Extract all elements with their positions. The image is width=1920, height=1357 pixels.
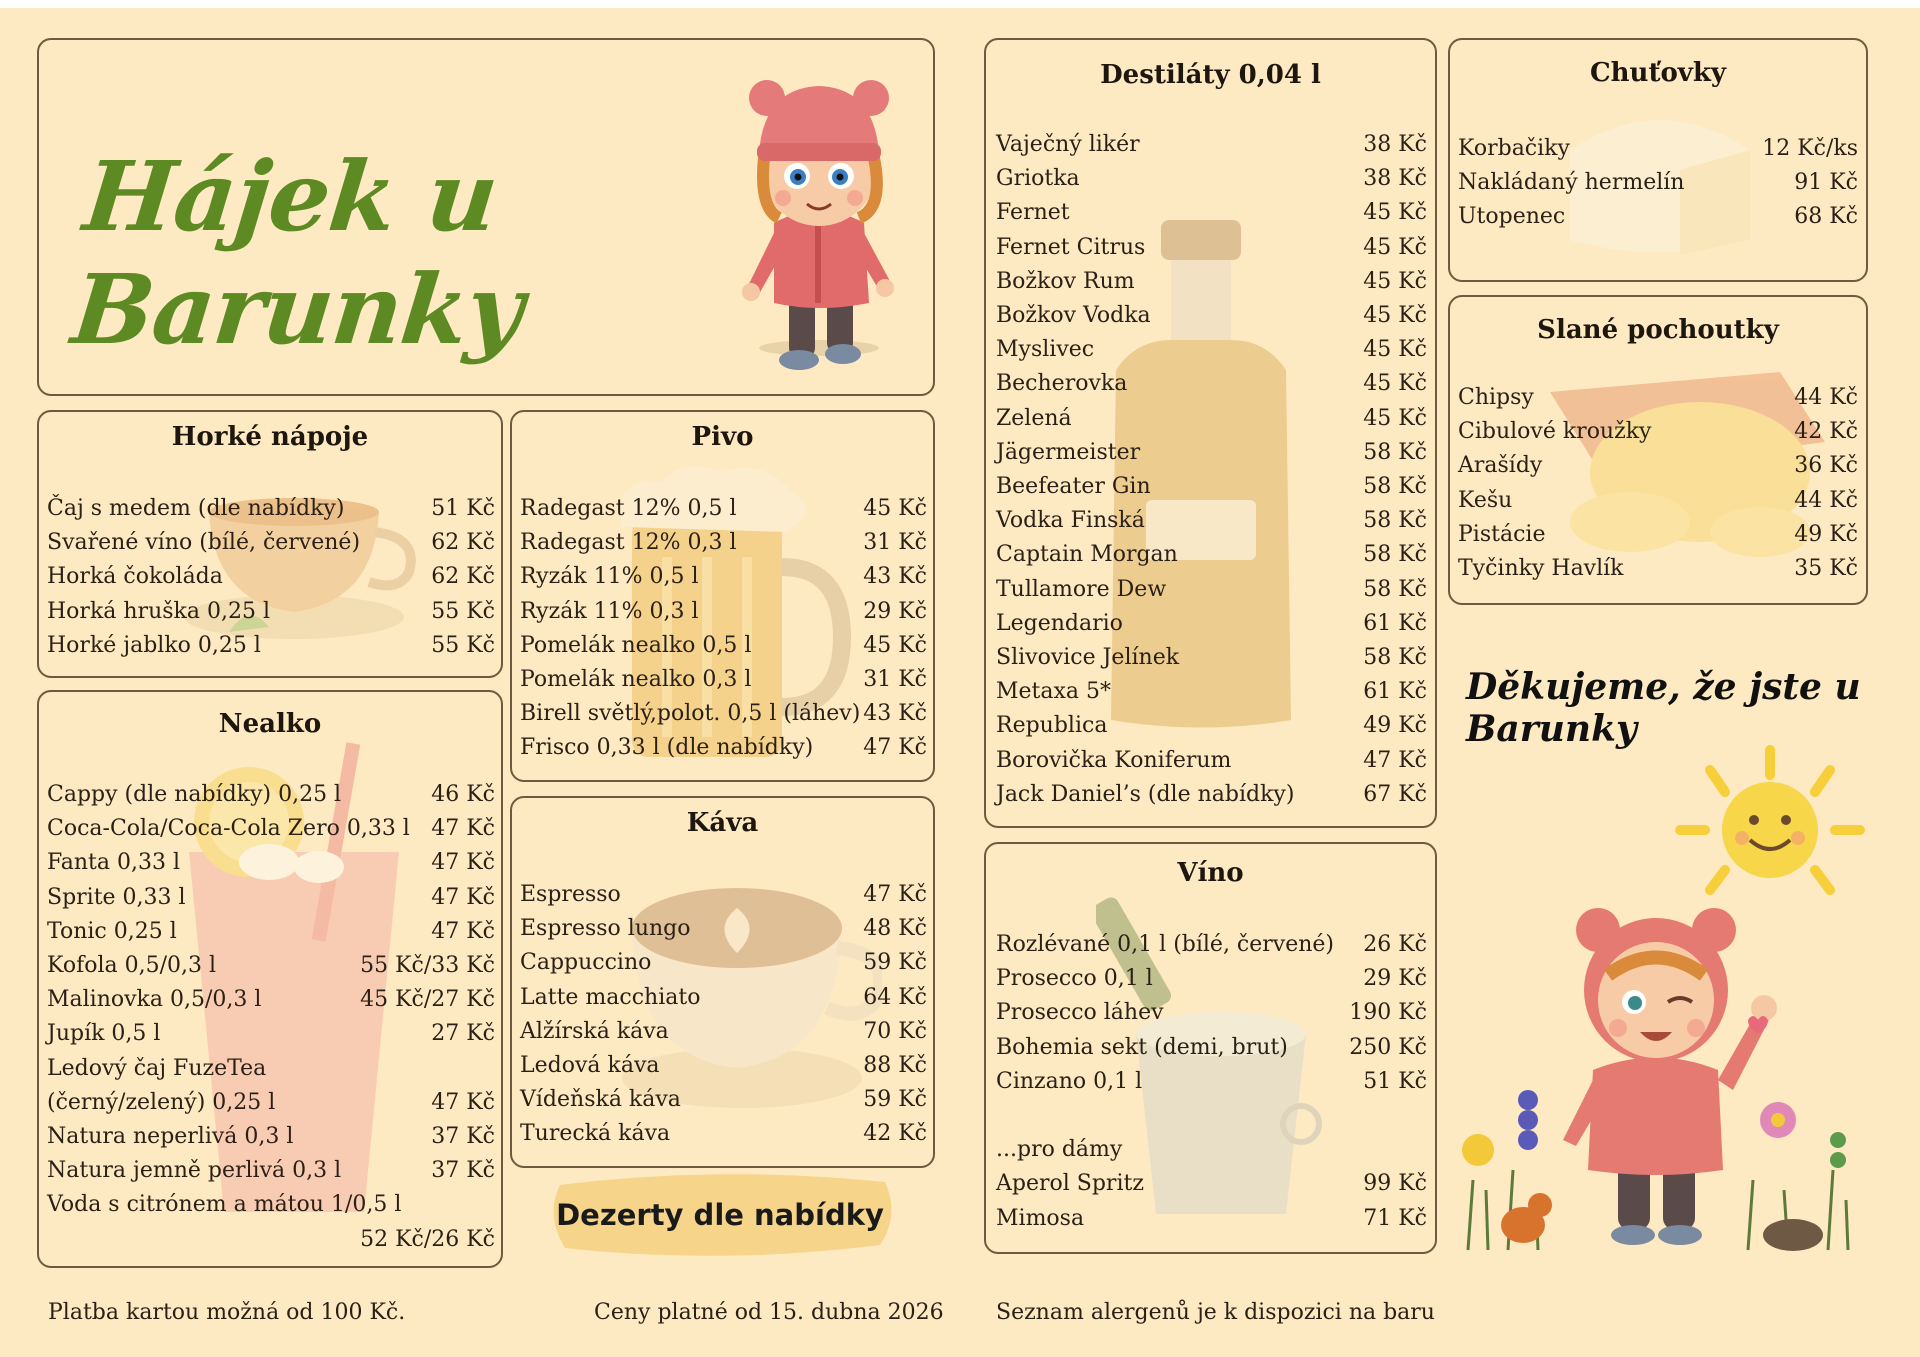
menu-item: 52 Kč/26 Kč (360, 1226, 495, 1252)
menu-item: Cappy (dle nabídky) 0,25 l 46 Kč (47, 782, 495, 807)
horke-list (47, 492, 495, 663)
thanks-message: Děkujeme, že jste u Barunky (1466, 666, 1861, 750)
kava-list (520, 878, 927, 1152)
menu-item: Horké jablko 0,25 l 55 Kč (47, 632, 495, 658)
menu-item: Myslivec 45 Kč (996, 337, 1427, 363)
footer-prices-valid: Ceny platné od 15. dubna 2026 (594, 1300, 944, 1325)
menu-item: (černý/zelený) 0,25 l 47 Kč (47, 1089, 495, 1115)
menu-item: Radegast 12% 0,5 l 45 Kč (520, 496, 927, 521)
dezerty-banner (540, 1160, 900, 1268)
menu-item: Horká hruška 0,25 l 55 Kč (47, 598, 495, 624)
menu-item: ...pro dámy (996, 1137, 1123, 1163)
menu-item: Captain Morgan 58 Kč (996, 542, 1427, 568)
menu-item: Espresso 47 Kč (520, 882, 927, 907)
section-title: Pivo (691, 422, 754, 452)
menu-item: Cibulové kroužky 42 Kč (1458, 419, 1858, 445)
menu-item: Tyčinky Havlík 35 Kč (1458, 556, 1858, 582)
section-chutovky (1448, 38, 1868, 282)
menu-item: Frisco 0,33 l (dle nabídky) 47 Kč (520, 735, 927, 761)
menu-item: Prosecco 0,1 l 29 Kč (996, 966, 1427, 992)
section-title: Víno (1177, 858, 1244, 888)
chutovky-list (1458, 132, 1858, 235)
menu-item: Sprite 0,33 l 47 Kč (47, 884, 495, 910)
section-kava (510, 796, 935, 1168)
menu-item: Prosecco láhev 190 Kč (996, 1000, 1427, 1026)
section-title: Káva (686, 808, 759, 838)
menu-item: Republica 49 Kč (996, 713, 1427, 739)
menu-item: Pomelák nealko 0,5 l 45 Kč (520, 632, 927, 658)
menu-item: Tullamore Dew 58 Kč (996, 576, 1427, 602)
dezerty-label: Dezerty dle nabídky (556, 1198, 884, 1232)
menu-item: Mimosa 71 Kč (996, 1205, 1427, 1231)
menu-item: Voda s citrónem a mátou 1/0,5 l (47, 1192, 402, 1218)
nealko-list (47, 778, 495, 1257)
footer-card-payment: Platba kartou možná od 100 Kč. (48, 1300, 406, 1325)
menu-item: Griotka 38 Kč (996, 166, 1427, 192)
pivo-list (520, 492, 927, 766)
menu-item: Malinovka 0,5/0,3 l 45 Kč/27 Kč (47, 987, 495, 1013)
menu-item: Cappuccino 59 Kč (520, 950, 927, 976)
menu-item: Borovička Koniferum 47 Kč (996, 747, 1427, 773)
girl-illustration (719, 48, 919, 388)
section-pivo (510, 410, 935, 782)
menu-item: Legendario 61 Kč (996, 610, 1427, 636)
menu-item: Ryzák 11% 0,3 l 29 Kč (520, 598, 927, 624)
menu-item: Tonic 0,25 l 47 Kč (47, 918, 495, 944)
menu-item: Kofola 0,5/0,3 l 55 Kč/33 Kč (47, 953, 495, 979)
menu-item: Becherovka 45 Kč (996, 371, 1427, 397)
menu-item: Coca-Cola/Coca-Cola Zero 0,33 l 47 Kč (47, 816, 495, 842)
menu-item: Radegast 12% 0,3 l 31 Kč (520, 530, 927, 556)
destilaty-list (996, 128, 1427, 812)
menu-item: Natura neperlivá 0,3 l 37 Kč (47, 1124, 495, 1150)
menu-item: Natura jemně perlivá 0,3 l 37 Kč (47, 1158, 495, 1184)
menu-item: Ryzák 11% 0,5 l 43 Kč (520, 564, 927, 590)
section-title: Slané pochoutky (1537, 315, 1779, 345)
section-vino (984, 842, 1437, 1254)
menu-item: Zelená 45 Kč (996, 405, 1427, 431)
menu-item: Utopenec 68 Kč (1458, 204, 1858, 230)
menu-item: Pistácie 49 Kč (1458, 521, 1858, 547)
menu-item: Božkov Rum 45 Kč (996, 268, 1427, 294)
section-title: Horké nápoje (171, 422, 369, 452)
menu-item: Vodka Finská 58 Kč (996, 508, 1427, 534)
page-title: Hájek u Barunky (67, 140, 528, 366)
menu-item: Kešu 44 Kč (1458, 487, 1858, 513)
menu-item: Božkov Vodka 45 Kč (996, 303, 1427, 329)
menu-item: Horká čokoláda 62 Kč (47, 564, 495, 590)
menu-item: Latte macchiato 64 Kč (520, 984, 927, 1010)
child-with-flowers-illustration (1448, 880, 1868, 1260)
slane-list (1458, 381, 1858, 586)
section-slane-pochoutky (1448, 295, 1868, 605)
header-box (37, 38, 935, 396)
menu-item: Beefeater Gin 58 Kč (996, 474, 1427, 500)
menu-item: Rozlévané 0,1 l (bílé, červené) 26 Kč (996, 932, 1427, 957)
top-strip (0, 0, 1920, 8)
menu-item (996, 1099, 1427, 1133)
menu-item: Pomelák nealko 0,3 l 31 Kč (520, 667, 927, 693)
menu-item: Fernet 45 Kč (996, 200, 1427, 226)
vino-list (996, 928, 1427, 1236)
section-nealko (37, 690, 503, 1268)
menu-item: Metaxa 5* 61 Kč (996, 679, 1427, 705)
menu-item: Vídeňská káva 59 Kč (520, 1087, 927, 1113)
menu-item: Ledová káva 88 Kč (520, 1053, 927, 1079)
menu-item: Slivovice Jelínek 58 Kč (996, 645, 1427, 671)
menu-item: Bohemia sekt (demi, brut) 250 Kč (996, 1034, 1427, 1060)
section-title: Nealko (218, 709, 322, 739)
menu-item: Korbačiky 12 Kč/ks (1458, 136, 1858, 161)
menu-item: Birell světlý,polot. 0,5 l (láhev) 43 Kč (520, 701, 927, 727)
menu-item: Jupík 0,5 l 27 Kč (47, 1021, 495, 1047)
menu-item: Aperol Spritz 99 Kč (996, 1171, 1427, 1197)
section-title: Destiláty 0,04 l (1100, 60, 1321, 90)
menu-item: Fernet Citrus 45 Kč (996, 234, 1427, 260)
menu-item: Arašídy 36 Kč (1458, 453, 1858, 479)
menu-item: Chipsy 44 Kč (1458, 385, 1858, 410)
menu-item: Vaječný likér 38 Kč (996, 132, 1427, 157)
section-title: Chuťovky (1589, 58, 1727, 88)
menu-item: Čaj s medem (dle nabídky) 51 Kč (47, 496, 495, 521)
section-destilaty (984, 38, 1437, 828)
menu-item: Alžírská káva 70 Kč (520, 1018, 927, 1044)
section-horke-napoje (37, 410, 503, 678)
menu-item: Jack Daniel’s (dle nabídky) 67 Kč (996, 781, 1427, 807)
menu-item: Cinzano 0,1 l 51 Kč (996, 1068, 1427, 1094)
menu-item: Svařené víno (bílé, červené) 62 Kč (47, 530, 495, 556)
footer-allergens: Seznam alergenů je k dispozici na baru (996, 1300, 1435, 1325)
menu-item: Espresso lungo 48 Kč (520, 916, 927, 942)
menu-item: Fanta 0,33 l 47 Kč (47, 850, 495, 876)
menu-item: Ledový čaj FuzeTea (47, 1055, 267, 1081)
menu-item: Jägermeister 58 Kč (996, 439, 1427, 465)
menu-item: Nakládaný hermelín 91 Kč (1458, 170, 1858, 196)
menu-item: Turecká káva 42 Kč (520, 1121, 927, 1147)
